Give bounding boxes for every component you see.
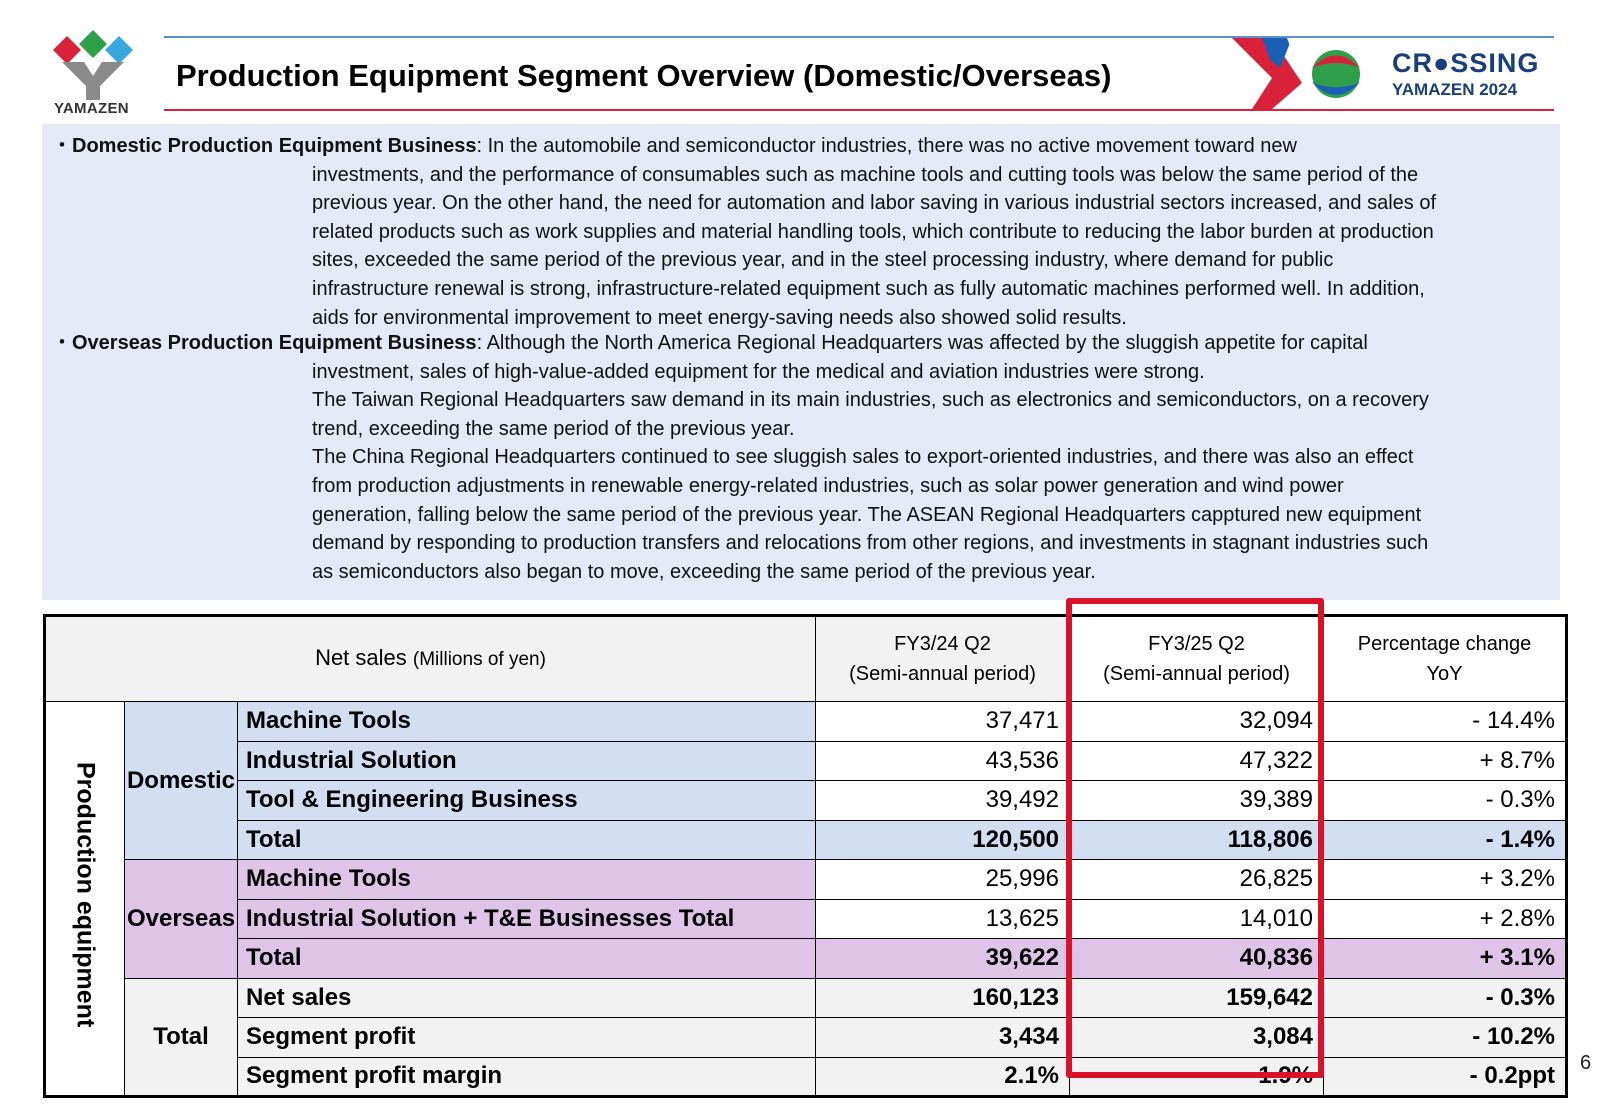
domestic-lead: ・Domestic Production Equipment Business	[52, 135, 477, 157]
yoy-change: + 8.7%	[1324, 741, 1567, 781]
curr-value: 1.9%	[1070, 1057, 1324, 1097]
domestic-line: aids for environmental improvement to meet energy-saving needs also showed solid results.	[312, 306, 1127, 329]
page-number: 6	[1580, 1052, 1592, 1074]
yoy-change: - 1.4%	[1324, 820, 1567, 860]
header-fy24	[816, 616, 1070, 702]
header-fy25-line2: (Semi-annual period)	[1103, 663, 1290, 685]
row-label: Machine Tools	[238, 860, 816, 900]
group-overseas: Overseas	[125, 860, 238, 979]
header-net-sales-label: Net sales	[315, 645, 413, 670]
domestic-first-line: : In the automobile and semiconductor industries, there was no active movement toward new	[476, 135, 1297, 157]
domestic-line: previous year. On the other hand, the need for automation and labor saving in various industrial sectors increased, and sales of	[312, 192, 1437, 215]
segment-table	[43, 614, 1565, 1098]
yoy-change: + 3.2%	[1324, 860, 1567, 900]
yoy-change: - 14.4%	[1324, 702, 1567, 742]
prev-value: 39,622	[816, 939, 1070, 979]
domestic-line: related products such as work supplies and material handling tools, which contribute to reducing the labor burden at production	[312, 220, 1434, 243]
row-label: Industrial Solution + T&E Businesses Total	[238, 899, 816, 939]
row-label: Industrial Solution	[238, 741, 816, 781]
prev-value: 25,996	[816, 860, 1070, 900]
yoy-change: + 3.1%	[1324, 939, 1567, 979]
overseas-line: investment, sales of high-value-added equipment for the medical and aviation industries were strong.	[312, 360, 1205, 383]
header-fy24-line2: (Semi-annual period)	[849, 663, 1036, 685]
curr-value: 159,642	[1070, 978, 1324, 1018]
table-row	[45, 741, 1567, 781]
curr-value: 40,836	[1070, 939, 1324, 979]
header-fy25	[1070, 616, 1324, 702]
overseas-line: as semiconductors also began to move, exceeding the same period of the previous year.	[312, 560, 1096, 583]
table-row	[45, 702, 1567, 742]
row-label: Segment profit margin	[238, 1057, 816, 1097]
curr-value: 39,389	[1070, 781, 1324, 821]
yoy-change: - 0.3%	[1324, 978, 1567, 1018]
header-yoy	[1324, 616, 1567, 702]
segment-label-cell	[45, 702, 125, 1097]
header-unit-label: (Millions of yen)	[412, 649, 546, 670]
curr-value: 47,322	[1070, 741, 1324, 781]
segment-label: Production equipment	[71, 762, 100, 1028]
overseas-paragraph-first-line	[52, 329, 1368, 358]
yoy-change: - 0.3%	[1324, 781, 1567, 821]
domestic-line: sites, exceeded the same period of the previous year, and in the steel processing industry, where demand for public	[312, 249, 1334, 272]
commentary-panel	[42, 124, 1560, 600]
header-yoy-line1: Percentage change	[1357, 633, 1532, 655]
header-yoy-line2: YoY	[1426, 663, 1463, 685]
badge-title: CR●SSING	[1392, 48, 1540, 78]
group-domestic: Domestic	[125, 702, 238, 860]
row-label: Segment profit	[238, 1018, 816, 1058]
table-row	[45, 939, 1567, 979]
logo-wordmark: YAMAZEN	[54, 100, 129, 117]
yoy-change: + 2.8%	[1324, 899, 1567, 939]
table-row	[45, 820, 1567, 860]
row-label: Total	[238, 820, 816, 860]
domestic-line: investments, and the performance of consumables such as machine tools and cutting tools was below the same period of the	[312, 163, 1419, 186]
prev-value: 3,434	[816, 1018, 1070, 1058]
header-fy24-line1: FY3/24 Q2	[894, 633, 991, 655]
row-label: Tool & Engineering Business	[238, 781, 816, 821]
header-bottom-rule	[164, 109, 1554, 111]
table-row	[45, 1018, 1567, 1058]
group-total: Total	[125, 978, 238, 1097]
prev-value: 43,536	[816, 741, 1070, 781]
row-label: Total	[238, 939, 816, 979]
curr-value: 3,084	[1070, 1018, 1324, 1058]
curr-value: 32,094	[1070, 702, 1324, 742]
yoy-change: - 10.2%	[1324, 1018, 1567, 1058]
domestic-line: infrastructure renewal is strong, infrastructure-related equipment such as fully automatic machines performed well. In addition,	[312, 278, 1425, 300]
header-fy25-line1: FY3/25 Q2	[1148, 633, 1245, 655]
curr-value: 26,825	[1070, 860, 1324, 900]
row-label: Net sales	[238, 978, 816, 1018]
badge-subtitle: YAMAZEN 2024	[1392, 80, 1518, 99]
domestic-paragraph-first-line	[52, 132, 1297, 161]
yoy-change: - 0.2ppt	[1324, 1057, 1567, 1097]
prev-value: 160,123	[816, 978, 1070, 1018]
table-row	[45, 1057, 1567, 1097]
curr-value: 118,806	[1070, 820, 1324, 860]
table-row	[45, 781, 1567, 821]
overseas-line: from production adjustments in renewable energy-related industries, such as solar power generation and wind power	[312, 475, 1344, 497]
prev-value: 2.1%	[816, 1057, 1070, 1097]
overseas-line: trend, exceeding the same period of the previous year.	[312, 417, 795, 440]
table-row	[45, 899, 1567, 939]
header-net-sales	[45, 616, 816, 702]
page-title: Production Equipment Segment Overview (Domestic/Overseas)	[176, 58, 1112, 93]
prev-value: 120,500	[816, 820, 1070, 860]
overseas-lead: ・Overseas Production Equipment Business	[52, 332, 477, 354]
table-row	[45, 860, 1567, 900]
row-label: Machine Tools	[238, 702, 816, 742]
curr-value: 14,010	[1070, 899, 1324, 939]
prev-value: 13,625	[816, 899, 1070, 939]
prev-value: 37,471	[816, 702, 1070, 742]
overseas-line: The China Regional Headquarters continued to see sluggish sales to export-oriented industries, and there was also an effect	[312, 446, 1414, 469]
overseas-first-line: : Although the North America Regional Headquarters was affected by the sluggish appetite for capital	[476, 332, 1368, 354]
overseas-line: demand by responding to production transfers and relocations from other regions, and investments in stagnant industries such	[312, 532, 1429, 555]
overseas-line: generation, falling below the same period of the previous year. The ASEAN Regional Headquarters capptured new equipment	[312, 503, 1422, 526]
table-header-row	[45, 616, 1567, 702]
prev-value: 39,492	[816, 781, 1070, 821]
table-row	[45, 978, 1567, 1018]
overseas-line: The Taiwan Regional Headquarters saw demand in its main industries, such as electronics and semiconductors, on a recovery	[312, 389, 1429, 412]
